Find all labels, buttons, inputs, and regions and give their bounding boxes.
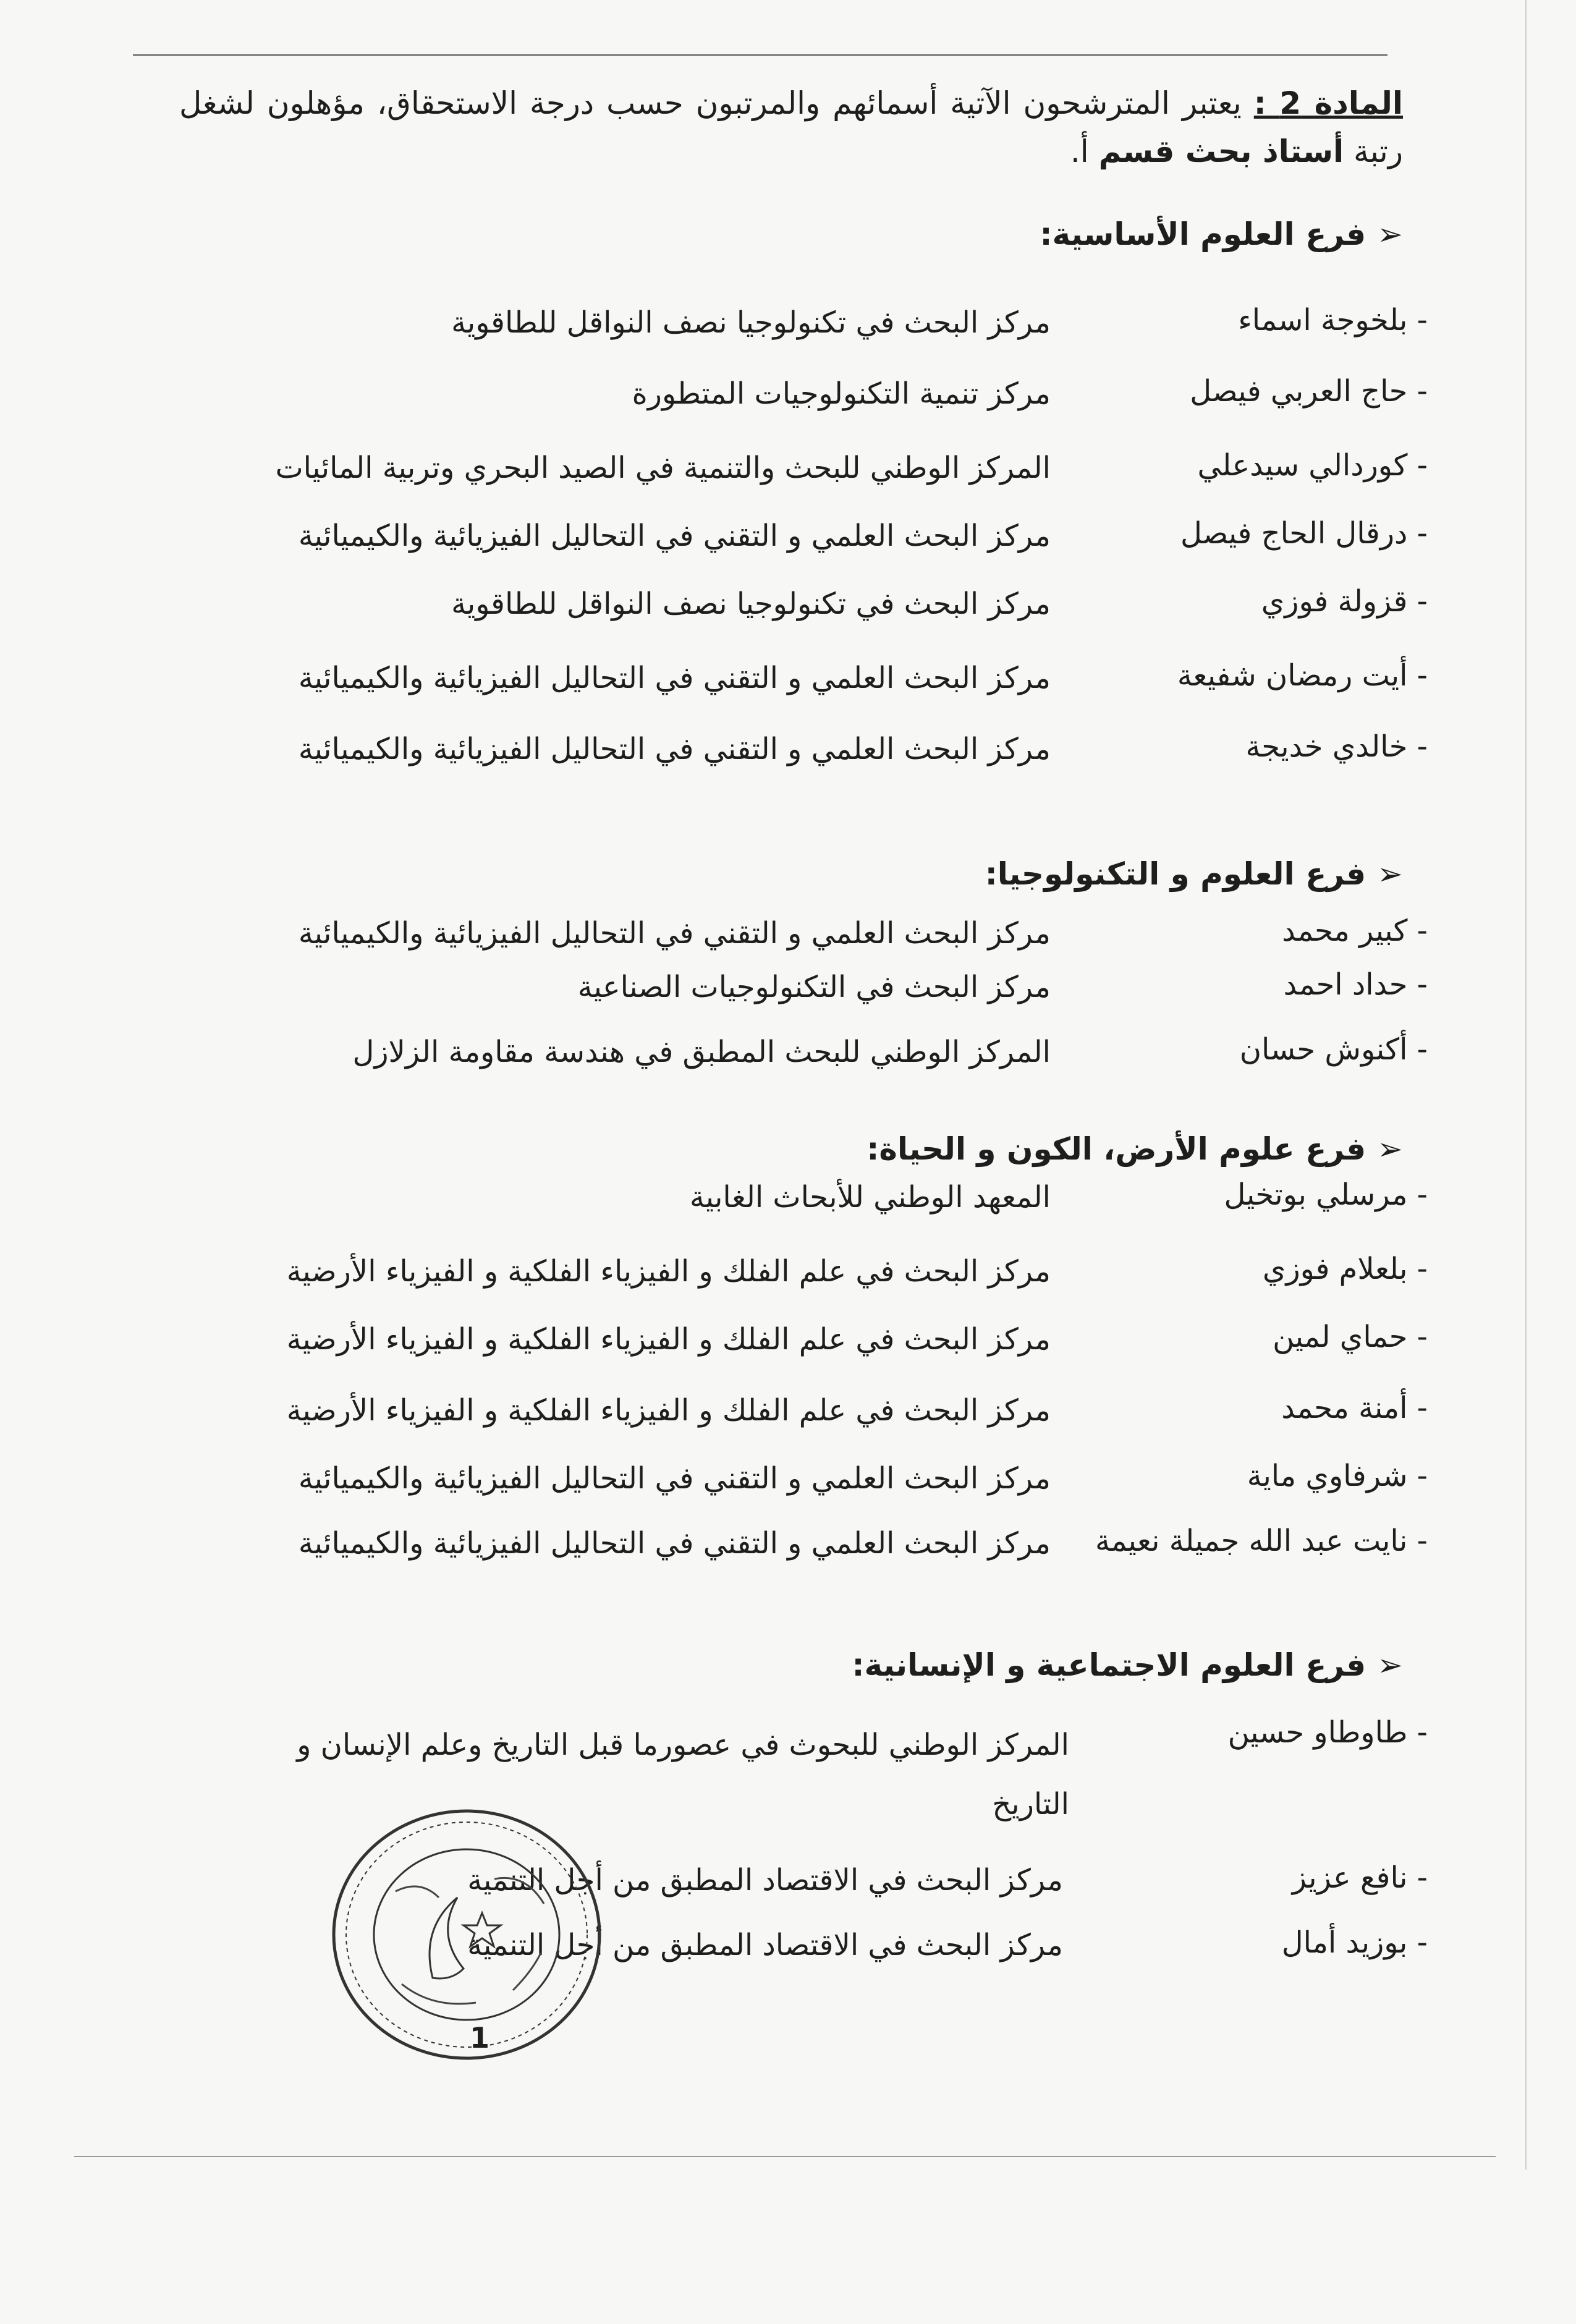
candidate-name: - شرفاوي ماية bbox=[1247, 1459, 1428, 1493]
article-label: المادة 2 : bbox=[1253, 85, 1403, 121]
candidate-institution: مركز البحث في علم الفلك و الفيزياء الفلكية و الفيزياء الأرضية bbox=[286, 1322, 1051, 1357]
section-title bbox=[852, 1647, 1403, 1683]
top-rule bbox=[133, 54, 1387, 56]
candidate-row bbox=[0, 1177, 1576, 1252]
candidate-row bbox=[0, 1860, 1576, 1935]
candidate-name: - أيت رمضان شفيعة bbox=[1177, 658, 1428, 693]
candidate-name: - طاوطاو حسين bbox=[1227, 1715, 1428, 1750]
section-title-text: فرع العلوم الأساسية: bbox=[1040, 216, 1366, 252]
candidate-row bbox=[0, 1320, 1576, 1394]
candidate-institution: مركز البحث في تكنولوجيا نصف النواقل للطاقوية bbox=[451, 587, 1051, 621]
candidate-row bbox=[0, 1459, 1576, 1533]
section-title bbox=[1040, 216, 1403, 252]
candidate-institution: مركز البحث العلمي و التقني في التحاليل الفيزيائية والكيميائية bbox=[298, 1526, 1051, 1561]
candidate-name: - حداد احمد bbox=[1283, 967, 1428, 1002]
candidate-institution: مركز البحث في الاقتصاد المطبق من أجل التنمية bbox=[467, 1863, 1063, 1898]
candidate-institution: مركز تنمية التكنولوجيات المتطورة bbox=[632, 376, 1051, 411]
candidate-name: - نايت عبد الله جميلة نعيمة bbox=[1095, 1524, 1428, 1558]
candidate-institution: مركز البحث العلمي و التقني في التحاليل الفيزيائية والكيميائية bbox=[298, 661, 1051, 695]
candidate-row bbox=[0, 516, 1576, 590]
candidate-name: - نافع عزيز bbox=[1292, 1860, 1428, 1895]
article-text-end: أ. bbox=[1070, 134, 1099, 169]
candidate-row bbox=[0, 1925, 1576, 2000]
article-paragraph bbox=[179, 79, 1403, 176]
arrow-icon: ➢ bbox=[1377, 856, 1403, 892]
candidate-institution: المركز الوطني للبحوث في عصورما قبل التاريخ وعلم الإنسان و التاريخ bbox=[297, 1728, 1069, 1821]
candidate-row bbox=[0, 1715, 1576, 1839]
candidate-row bbox=[0, 1391, 1576, 1465]
candidate-row bbox=[0, 658, 1576, 732]
candidate-row bbox=[0, 584, 1576, 658]
candidate-name: - أمنة محمد bbox=[1281, 1391, 1428, 1425]
rank-title: أستاذ بحث قسم bbox=[1098, 134, 1344, 169]
candidate-row bbox=[0, 374, 1576, 448]
candidate-institution: مركز البحث العلمي و التقني في التحاليل الفيزيائية والكيميائية bbox=[298, 916, 1051, 951]
section-title bbox=[985, 856, 1403, 892]
candidate-institution: المعهد الوطني للأبحاث الغابية bbox=[689, 1180, 1051, 1215]
candidate-name: - حماي لمين bbox=[1273, 1320, 1428, 1354]
candidate-institution: مركز البحث في الاقتصاد المطبق من أجل التنمية bbox=[467, 1928, 1063, 1962]
arrow-icon: ➢ bbox=[1377, 1131, 1403, 1167]
candidate-name: - كوردالي سيدعلي bbox=[1197, 448, 1428, 483]
candidate-row bbox=[0, 1032, 1576, 1106]
candidate-institution: مركز البحث العلمي و التقني في التحاليل الفيزيائية والكيميائية bbox=[298, 519, 1051, 553]
candidate-institution: مركز البحث في التكنولوجيات الصناعية bbox=[577, 970, 1051, 1004]
candidate-name: - بوزيد أمال bbox=[1281, 1925, 1428, 1960]
candidate-name: - خالدي خديجة bbox=[1245, 729, 1428, 764]
candidate-institution: مركز البحث العلمي و التقني في التحاليل الفيزيائية والكيميائية bbox=[298, 1461, 1051, 1496]
candidate-row bbox=[0, 303, 1576, 377]
candidate-row bbox=[0, 729, 1576, 804]
candidate-row bbox=[0, 1252, 1576, 1326]
candidate-name: - حاج العربي فيصل bbox=[1190, 374, 1428, 409]
candidate-institution: مركز البحث في تكنولوجيا نصف النواقل للطاقوية bbox=[451, 305, 1051, 340]
arrow-icon: ➢ bbox=[1377, 216, 1403, 252]
candidate-row bbox=[0, 1524, 1576, 1598]
candidate-row bbox=[0, 967, 1576, 1041]
candidate-name: - مرسلي بوتخيل bbox=[1224, 1177, 1428, 1212]
candidate-institution: مركز البحث في علم الفلك و الفيزياء الفلكية و الفيزياء الأرضية bbox=[286, 1254, 1051, 1289]
section-title-text: فرع العلوم و التكنولوجيا: bbox=[985, 856, 1366, 892]
candidate-name: - بلخوجة اسماء bbox=[1238, 303, 1428, 337]
candidate-name: - بلعلام فوزي bbox=[1262, 1252, 1428, 1286]
arrow-icon: ➢ bbox=[1377, 1647, 1403, 1683]
section-title-text: فرع العلوم الاجتماعية و الإنسانية: bbox=[852, 1647, 1366, 1683]
article-text: يعتبر المترشحون الآتية أسمائهم والمرتبون حسب درجة الاستحقاق، مؤهلون لشغل رتبة bbox=[179, 85, 1403, 169]
candidate-row bbox=[0, 448, 1576, 522]
bottom-rule bbox=[74, 2156, 1496, 2157]
page-number: 1 bbox=[470, 2021, 490, 2055]
candidate-name: - كبير محمد bbox=[1282, 914, 1428, 948]
candidate-institution: مركز البحث في علم الفلك و الفيزياء الفلكية و الفيزياء الأرضية bbox=[286, 1393, 1051, 1428]
candidate-institution: المركز الوطني للبحث والتنمية في الصيد البحري وتربية المائيات bbox=[275, 451, 1051, 485]
candidate-institution: المركز الوطني للبحث المطبق في هندسة مقاومة الزلازل bbox=[352, 1035, 1051, 1069]
candidate-institution: مركز البحث العلمي و التقني في التحاليل الفيزيائية والكيميائية bbox=[298, 732, 1051, 766]
section-title bbox=[866, 1131, 1403, 1167]
candidate-name: - أكنوش حسان bbox=[1239, 1032, 1428, 1067]
candidate-name: - درقال الحاج فيصل bbox=[1180, 516, 1428, 551]
official-stamp bbox=[328, 1805, 606, 2064]
section-title-text: فرع علوم الأرض، الكون و الحياة: bbox=[866, 1131, 1366, 1167]
candidate-name: - قزولة فوزي bbox=[1261, 584, 1428, 619]
